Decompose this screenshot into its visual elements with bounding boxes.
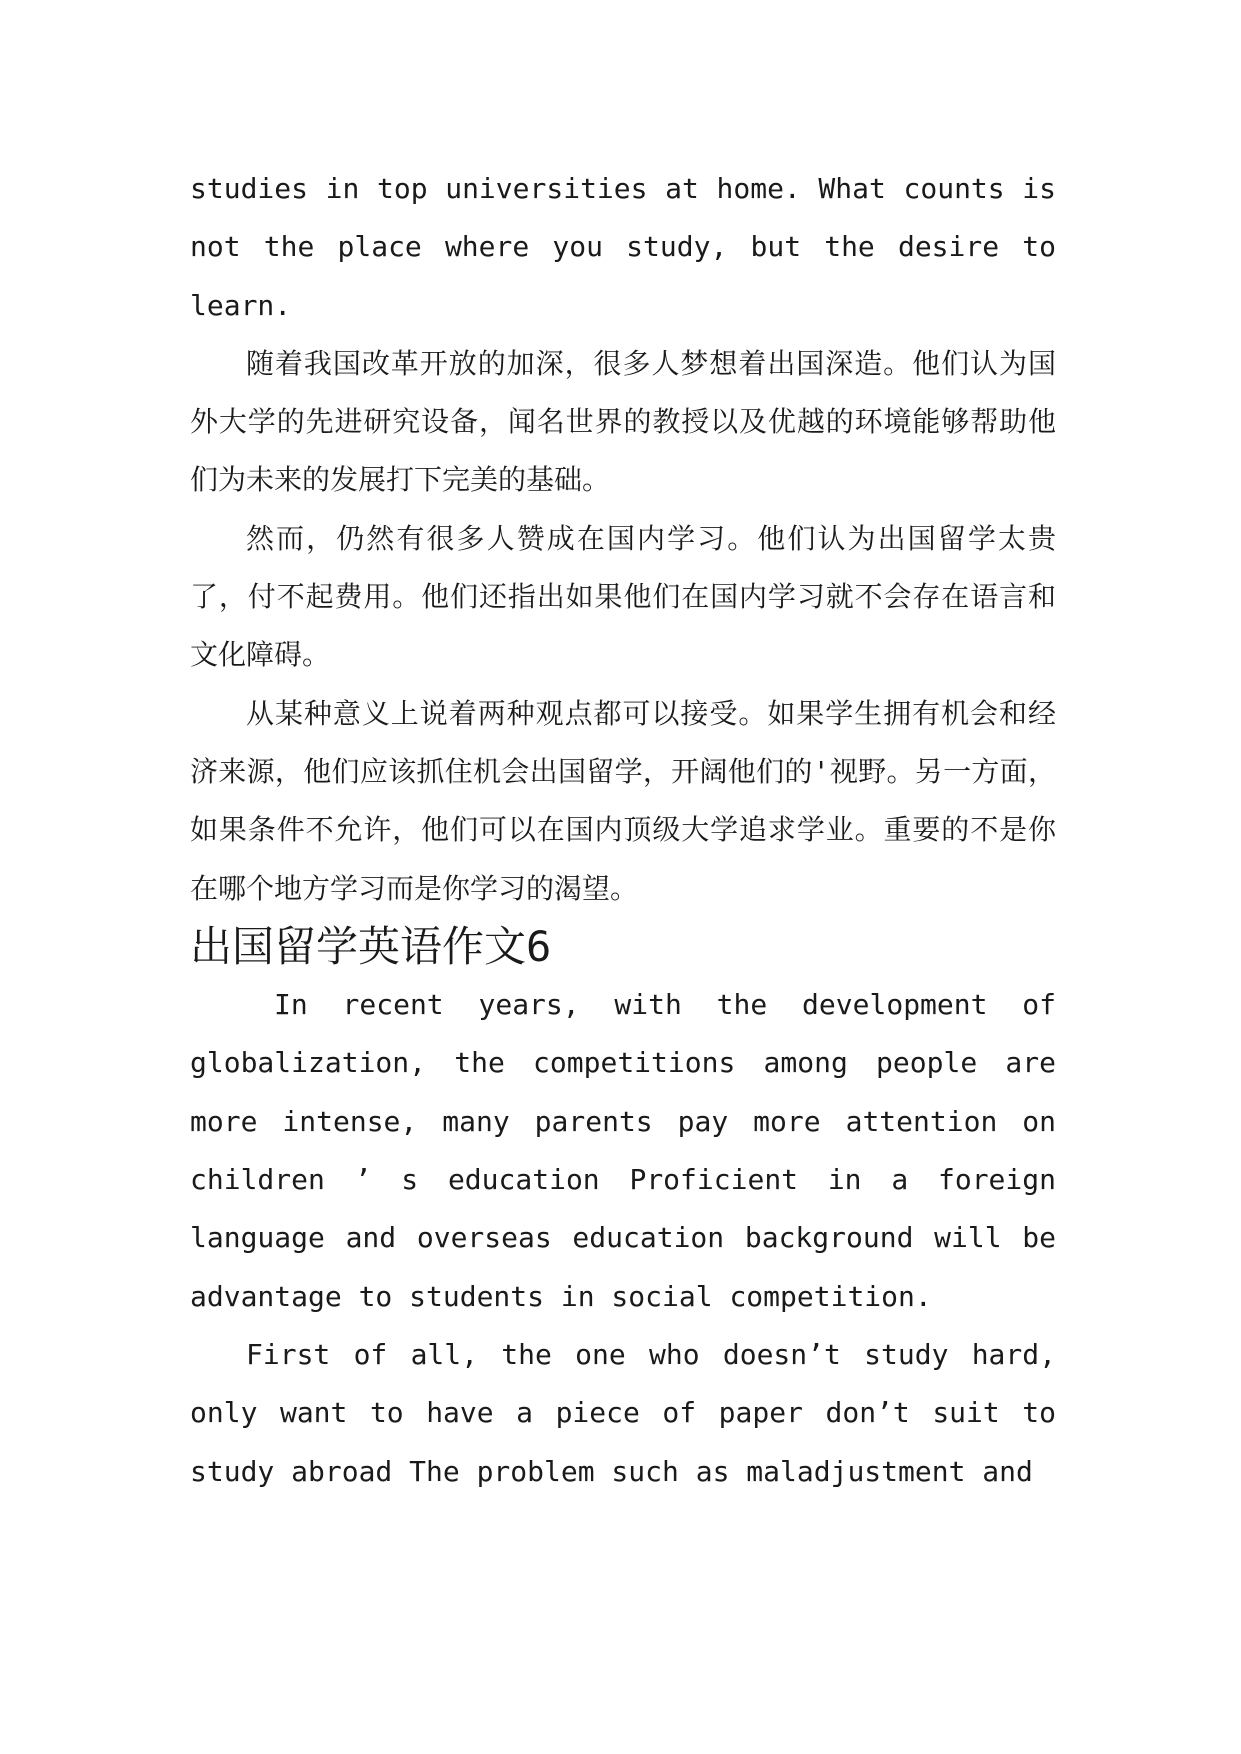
paragraph-chinese-2: 然而，仍然有很多人赞成在国内学习。他们认为出国留学太贵了，付不起费用。他们还指出如果他们在国内学习就不会存在语言和文化障碍。: [190, 521, 1056, 672]
paragraph-continued: studies in top universities at home. What counts is not the place where you study, but the desire to learn.: [190, 172, 1056, 322]
paragraph-chinese-3: 从某种意义上说着两种观点都可以接受。如果学生拥有机会和经济来源，他们应该抓住机会出国留学，开阔他们的'视野。另一方面，如果条件不允许，他们可以在国内顶级大学追求学业。重要的不是你在哪个地方学习而是你学习的渴望。: [190, 696, 1056, 905]
section-heading: 出国留学英语作文6: [190, 921, 552, 971]
paragraph-english-1: In recent years, with the development of globalization, the competitions among people are more intense, many parents pay more attention on children ’ s education Proficient in a foreign language and overseas education background will be advantage to students in social competition.: [190, 988, 1056, 1313]
paragraph-chinese-1: 随着我国改革开放的加深，很多人梦想着出国深造。他们认为国外大学的先进研究设备，闻名世界的教授以及优越的环境能够帮助他们为未来的发展打下完美的基础。: [190, 346, 1056, 497]
document-body: [190, 160, 1056, 1501]
paragraph-english-2: First of all, the one who doesn’t study hard, only want to have a piece of paper don’t suit to study abroad The problem such as maladjustment and: [190, 1337, 1056, 1488]
